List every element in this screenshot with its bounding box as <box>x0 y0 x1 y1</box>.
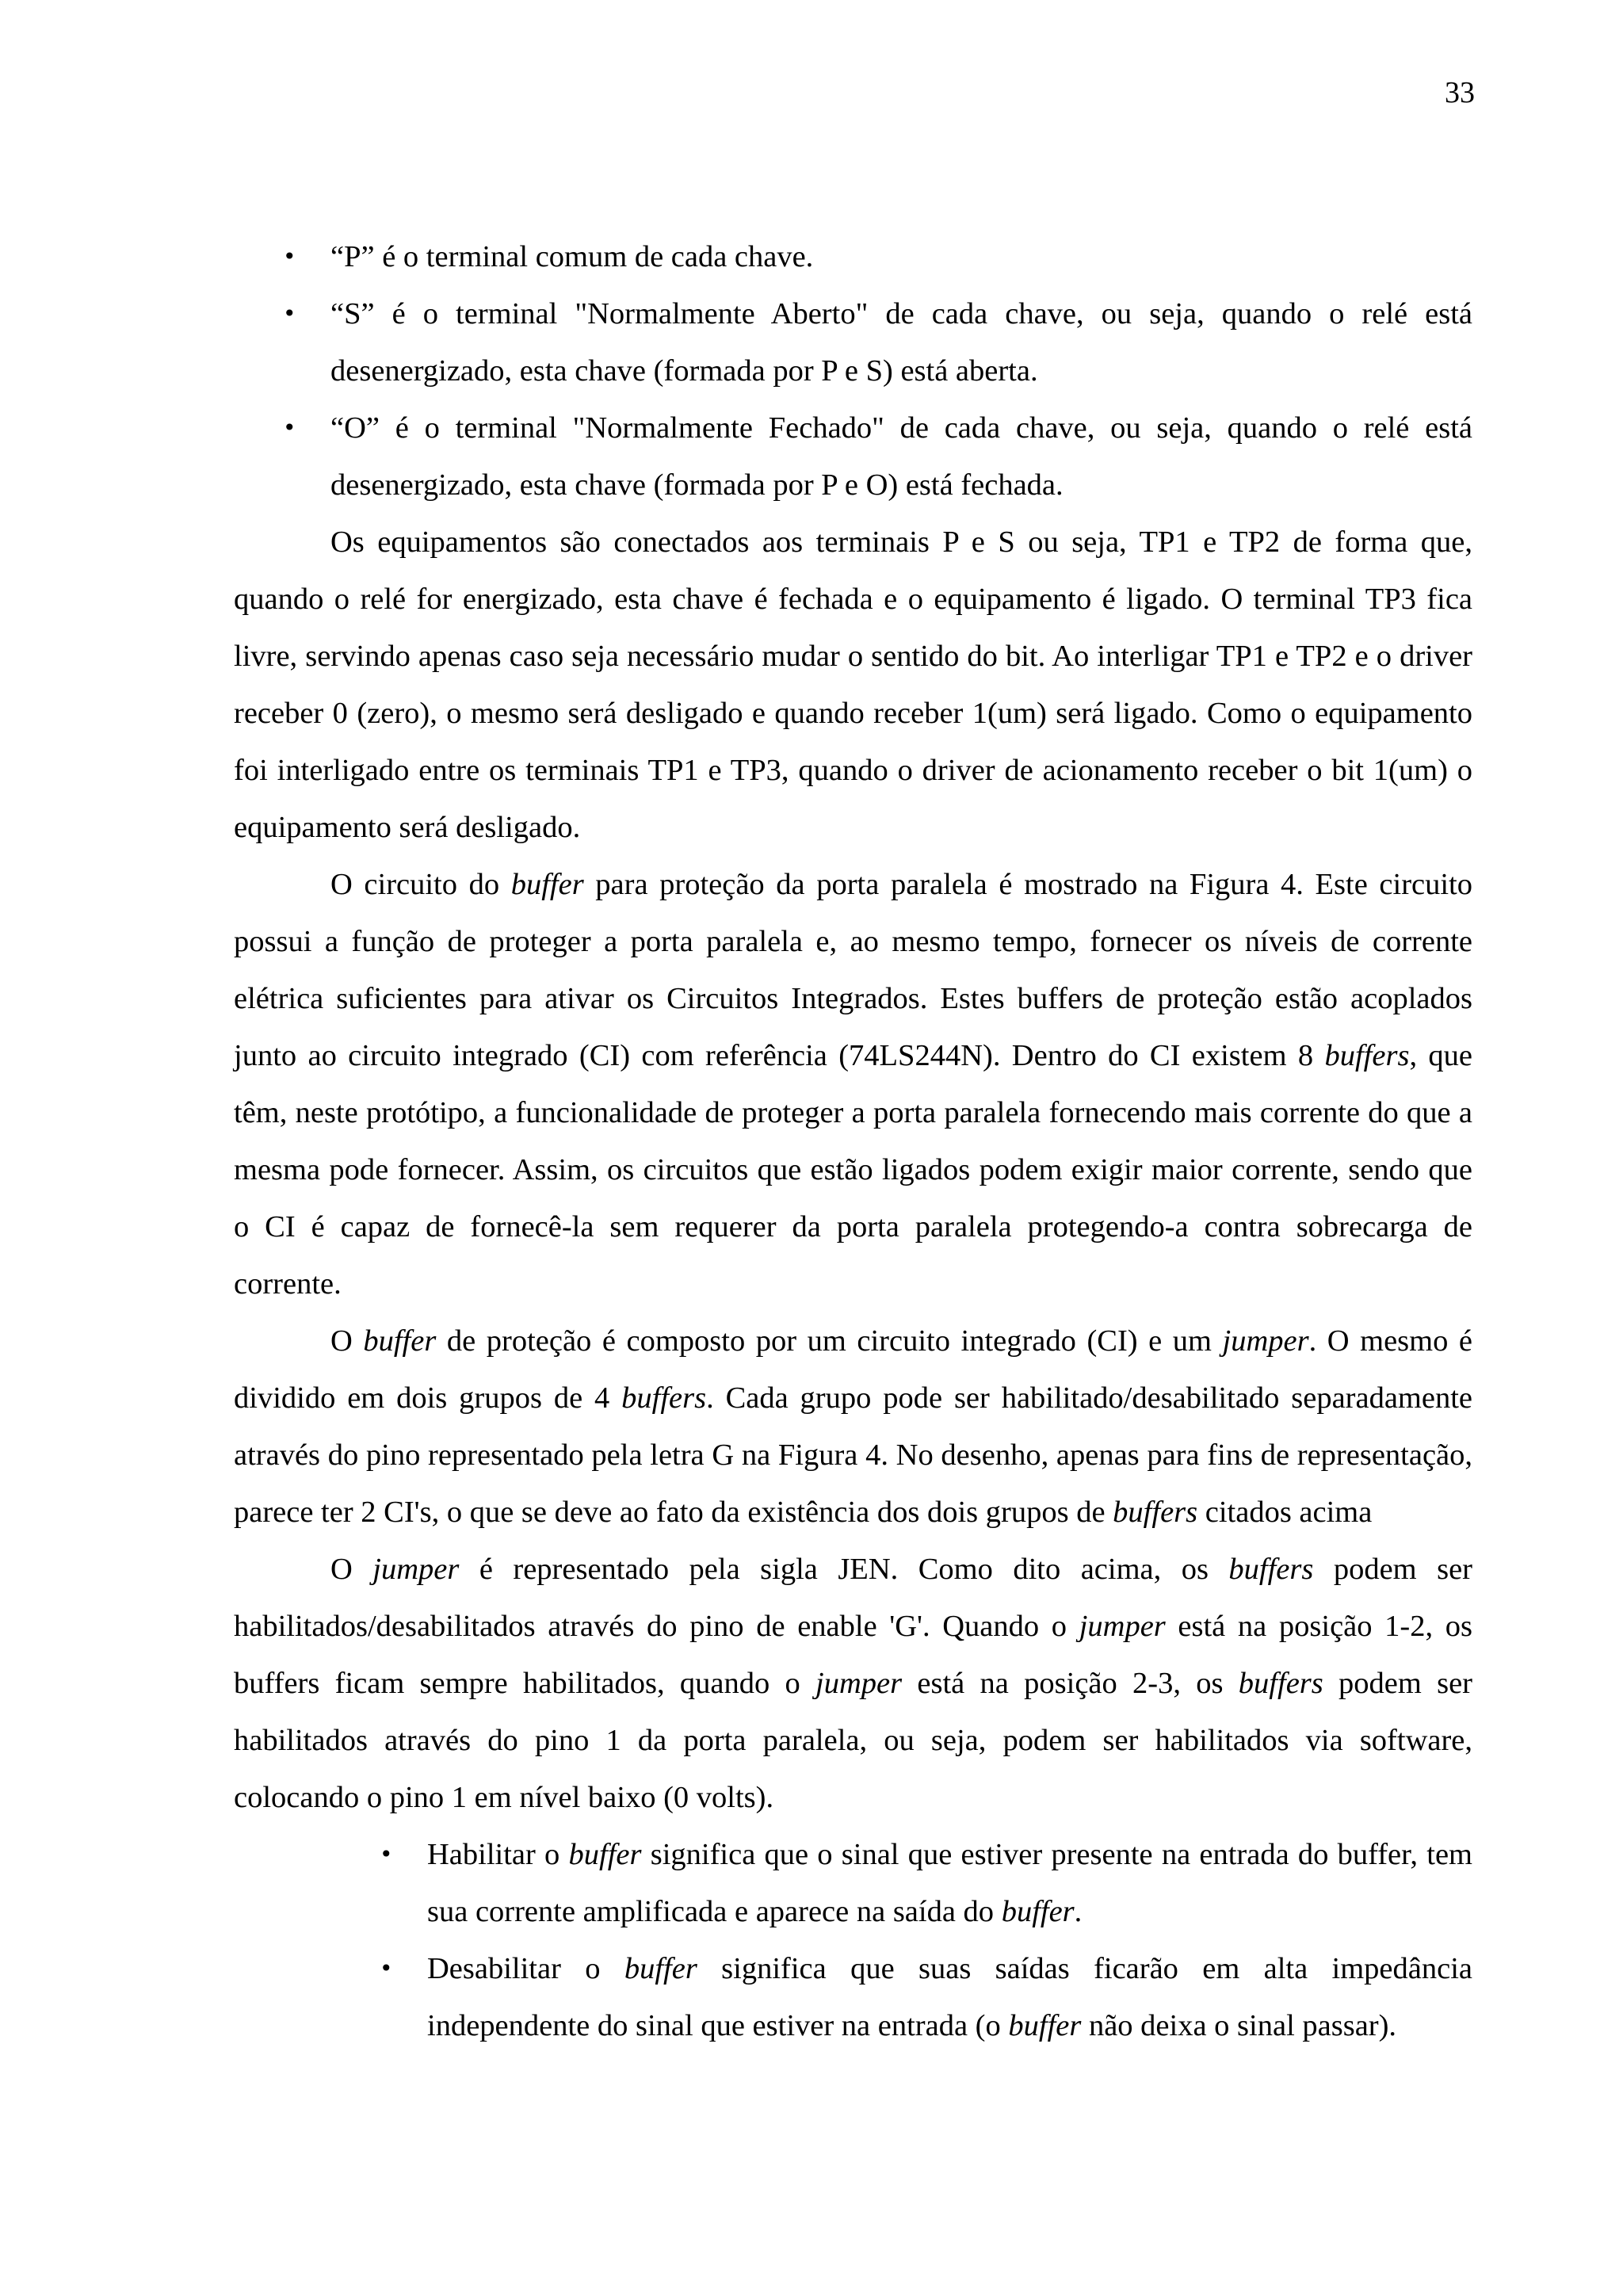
document-body <box>234 228 1472 2054</box>
italic-term: buffer <box>568 1838 642 1871</box>
italic-term: jumper <box>1079 1610 1166 1643</box>
bullet-icon: • <box>283 300 296 327</box>
text-run: Habilitar o <box>427 1838 569 1871</box>
text-run: está na posição 1-2, os buffers ficam sempre habilitados, quando o <box>234 1610 1472 1700</box>
italic-term: buffers <box>1113 1496 1198 1529</box>
bullet-text: “P” é o terminal comum de cada chave. <box>330 240 814 273</box>
bullet-item-enable-buffer <box>234 1826 1472 1940</box>
italic-term: jumper <box>815 1667 903 1700</box>
text-run: de proteção é composto por um circuito integrado (CI) e um <box>436 1324 1223 1358</box>
italic-term: buffers <box>1238 1667 1323 1700</box>
italic-term: buffer <box>510 868 584 901</box>
bullet-icon: • <box>283 243 296 269</box>
bullet-item-terminal-p <box>234 228 1472 285</box>
italic-term: buffers <box>1228 1553 1314 1586</box>
italic-term: buffer <box>1001 1895 1075 1928</box>
text-run: não deixa o sinal passar). <box>1081 2009 1397 2042</box>
italic-term: buffers <box>621 1381 707 1415</box>
text-run: podem ser habilitados/desabilitados através do pino de enable 'G'. Quando o <box>234 1553 1472 1643</box>
text-run: O <box>330 1553 373 1586</box>
text-run: é representado pela sigla JEN. Como dito acima, os <box>459 1553 1229 1586</box>
paragraph-equipment-connection <box>234 514 1472 856</box>
terminal-bullet-list <box>234 228 1472 514</box>
paragraph-buffer-circuit <box>234 856 1472 1312</box>
bullet-text: “O” é o terminal "Normalmente Fechado" de cada chave, ou seja, quando o relé está desenergizado, esta chave (formada por P e O) está fechada. <box>330 411 1472 502</box>
bullet-text: “S” é o terminal "Normalmente Aberto" de cada chave, ou seja, quando o relé está desenergizado, esta chave (formada por P e S) está aberta. <box>330 297 1472 388</box>
bullet-icon: • <box>380 1841 393 1867</box>
text-run: podem ser habilitados através do pino 1 da porta paralela, ou seja, podem ser habilitados via software, colocando o pino 1 em nível baixo (0 volts). <box>234 1667 1472 1814</box>
italic-term: buffer <box>363 1324 437 1358</box>
bullet-item-terminal-s <box>234 285 1472 399</box>
text-run: Desabilitar o <box>427 1952 624 1985</box>
bullet-icon: • <box>380 1955 393 1981</box>
text-run: . <box>1074 1895 1083 1928</box>
text-run: significa que o sinal que estiver presente na entrada do buffer, tem sua corrente amplificada e aparece na saída do <box>427 1838 1472 1928</box>
bullet-item-disable-buffer <box>234 1940 1472 2054</box>
text-run: significa que suas saídas ficarão em alta impedância independente do sinal que estiver na entrada (o <box>427 1952 1472 2042</box>
text-run: para proteção da porta paralela é mostrado na Figura 4. Este circuito possui a função de proteger a porta paralela e, ao mesmo tempo, fornecer os níveis de corrente elétrica suficientes para ativar os Circuitos Integrados. Estes buffers de proteção estão acoplados junto ao circuito integrado (CI) com referência (74LS244N). Dentro do CI existem 8 <box>234 868 1473 1072</box>
paragraph-jumper <box>234 1541 1472 1826</box>
text-run: O <box>330 1324 364 1358</box>
bullet-icon: • <box>283 415 296 441</box>
bullet-item-terminal-o <box>234 399 1472 514</box>
text-run: . O mesmo é dividido em dois grupos de 4 <box>234 1324 1472 1415</box>
italic-term: buffer <box>624 1952 697 1985</box>
buffer-state-bullet-list <box>234 1826 1472 2054</box>
text-run: Os equipamentos são conectados aos terminais P e S ou seja, TP1 e TP2 de forma que, quando o relé for energizado, esta chave é fechada e o equipamento é ligado. O terminal TP3 fica livre, servindo apenas caso seja necessário mudar o sentido do bit. Ao interligar TP1 e TP2 e o driver receber 0 (zero), o mesmo será desligado e quando receber 1(um) será ligado. Como o equipamento foi interligado entre os terminais TP1 e TP3, quando o driver de acionamento receber o bit 1(um) o equipamento será desligado. <box>234 525 1472 844</box>
text-run: está na posição 2-3, os <box>902 1667 1239 1700</box>
text-run: . Cada grupo pode ser habilitado/desabilitado separadamente através do pino representado pela letra G na Figura 4. No desenho, apenas para fins de representação, parece ter 2 CI's, o que se deve ao fato da existência dos dois grupos de <box>234 1381 1472 1529</box>
italic-term: buffer <box>1008 2009 1082 2042</box>
text-run: citados acima <box>1197 1496 1373 1529</box>
italic-term: buffers <box>1324 1039 1410 1072</box>
text-run: O circuito do <box>330 868 511 901</box>
page-number: 33 <box>1445 76 1475 109</box>
italic-term: jumper <box>372 1553 460 1586</box>
text-run: , que têm, neste protótipo, a funcionalidade de proteger a porta paralela fornecendo mais corrente do que a mesma pode fornecer. Assim, os circuitos que estão ligados podem exigir maior corrente, sendo que o CI é capaz de fornecê-la sem requerer da porta paralela protegendo-a contra sobrecarga de corrente. <box>234 1039 1473 1301</box>
italic-term: jumper <box>1222 1324 1309 1358</box>
paragraph-buffer-composition <box>234 1312 1472 1541</box>
